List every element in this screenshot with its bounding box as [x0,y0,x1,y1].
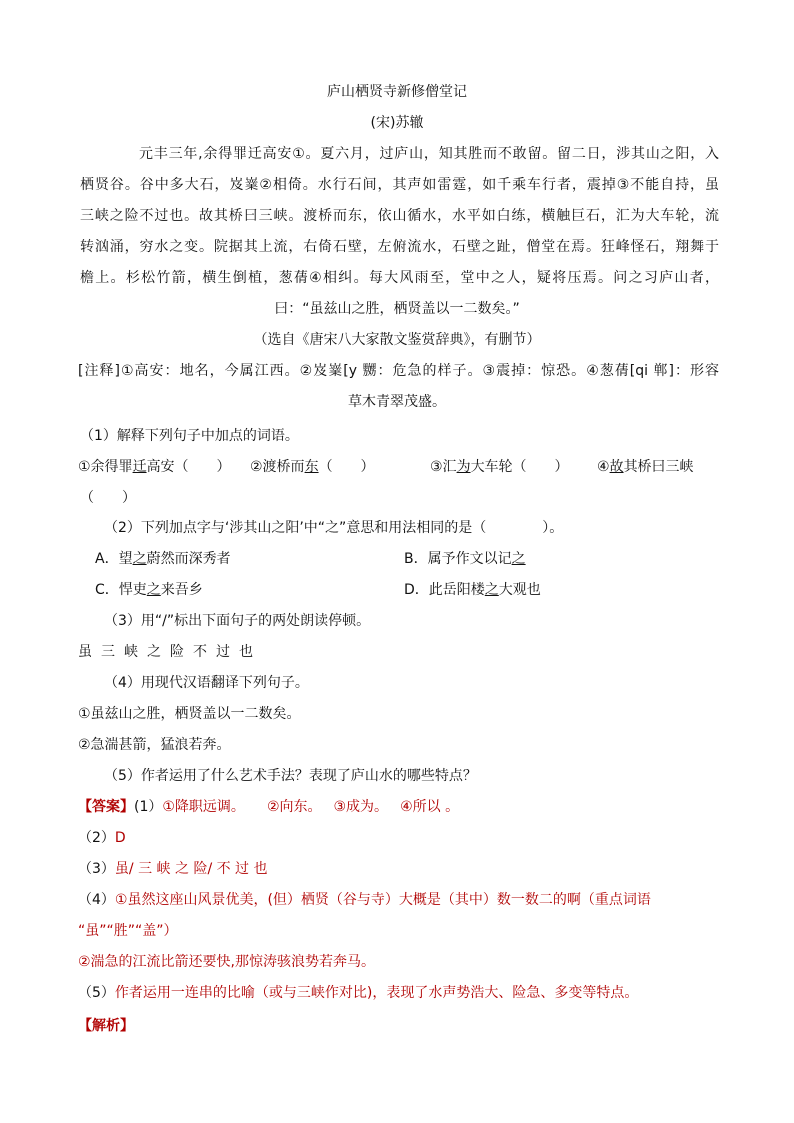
passage-source: （选自《唐宋八大家散文鉴赏辞典》，有删节） [253,332,541,348]
keyword: 为 [456,459,471,475]
question-4-sentence-2: ②急湍甚箭，猛浪若奔。 [78,737,231,753]
question-1-item-2: ②渡桥而东（ ） [250,459,375,475]
keyword: 东 [304,459,319,475]
answer-2: （2）D [78,830,126,846]
answer-4-sentence-2: ②湍急的江流比箭还要快,那惊涛骇浪势若奔马。 [78,954,375,970]
question-1-stem: （1）解释下列句子中加点的词语。 [80,428,299,444]
question-2-option-c: C．悍吏之来吾乡 [95,582,203,598]
keyword: 之 [132,551,147,567]
answer-5: （5）作者运用一连串的比喻（或与三峡作对比)，表现了水声势浩大、险急、多变等特点。 [78,985,639,1001]
keyword: 故 [609,459,624,475]
answer-1: 【答案】(1）①降职远调。 ②向东。 ③成为。 ④所以 。 [78,799,460,815]
question-2-option-b: B．属予作文以记之 [404,551,526,567]
keyword: 之 [146,582,161,598]
question-4-sentence-1: ①虽兹山之胜，栖贤盖以一二数矣。 [78,706,301,722]
keyword: 迁 [132,459,147,475]
passage-line: 元丰三年,余得罪迁高安①。夏六月，过庐山，知其胜而不敢留。留二日，涉其山之阳，入 [139,146,719,162]
notes-line: 草木青翠茂盛。 [348,394,446,410]
passage-line: 檐上。杉松竹箭，横生倒植，葱蒨④相纠。每大风雨至，堂中之人，疑将压焉。问之习庐山者， [80,270,719,286]
question-3-sentence: 虽三峡之险不过也 [78,644,262,660]
question-2-option-a: A．望之蔚然而深秀者 [95,551,231,567]
question-4-stem: （4）用现代汉语翻译下列句子。 [104,675,309,691]
question-1-blank: （ ） [80,490,136,506]
keyword: 之 [511,551,526,567]
passage-line: 转汹涌，穷水之变。院据其上流，右倚石壁，左俯流水，石壁之趾，僧堂在焉。狂峰怪石，翔舞于 [80,239,719,255]
notes-line: [注释]①高安：地名，今属江西。②岌嶪[y 嬲：危急的样子。③震掉：惊恐。④葱蒨[qi 郸]：形容 [78,363,719,379]
keyword: 之 [484,582,499,598]
question-2-option-d: D．此岳阳楼之大观也 [404,582,541,598]
analysis-label: 【解析】 [78,1018,134,1034]
question-1-item-4: ④故其桥曰三峡 [597,459,694,475]
passage-line: 三峡之险不过也。故其桥曰三峡。渡桥而东，依山循水，水平如白练，横触巨石，汇为大车轮，流 [80,208,719,224]
passage-author: (宋)苏辙 [370,115,424,131]
passage-title: 庐山栖贤寺新修僧堂记 [327,84,467,100]
passage-line: 曰：“虽兹山之胜，栖贤盖以一二数矣。” [274,301,520,317]
answer-label: 【答案】 [78,799,134,815]
question-3-stem: （3）用“/”标出下面句子的两处朗读停顿。 [104,613,371,629]
answer-4: （4）①虽然这座山风景优美，(但）栖贤（谷与寺）大概是（其中）数一数二的啊（重点词语 [78,892,651,908]
question-1-item-3: ③汇为大车轮（ ） [430,459,569,475]
question-5-stem: （5）作者运用了什么艺术手法？表现了庐山水的哪些特点？ [104,768,477,784]
passage-line: 栖贤谷。谷中多大石，岌嶪②相倚。水行石间，其声如雷霆，如千乘车行者，震掉③不能自持，虽 [80,177,719,193]
answer-4-continued: “虽”“胜”“盖”） [78,923,178,939]
question-1-item-1: ①余得罪迁高安（ ） [78,459,231,475]
answer-3: （3）虽/ 三 峡 之 险/ 不 过 也 [78,861,268,877]
question-2-stem: （2）下列加点字与‘涉其山之阳’中“之”意思和用法相同的是（ ）。 [104,520,564,536]
